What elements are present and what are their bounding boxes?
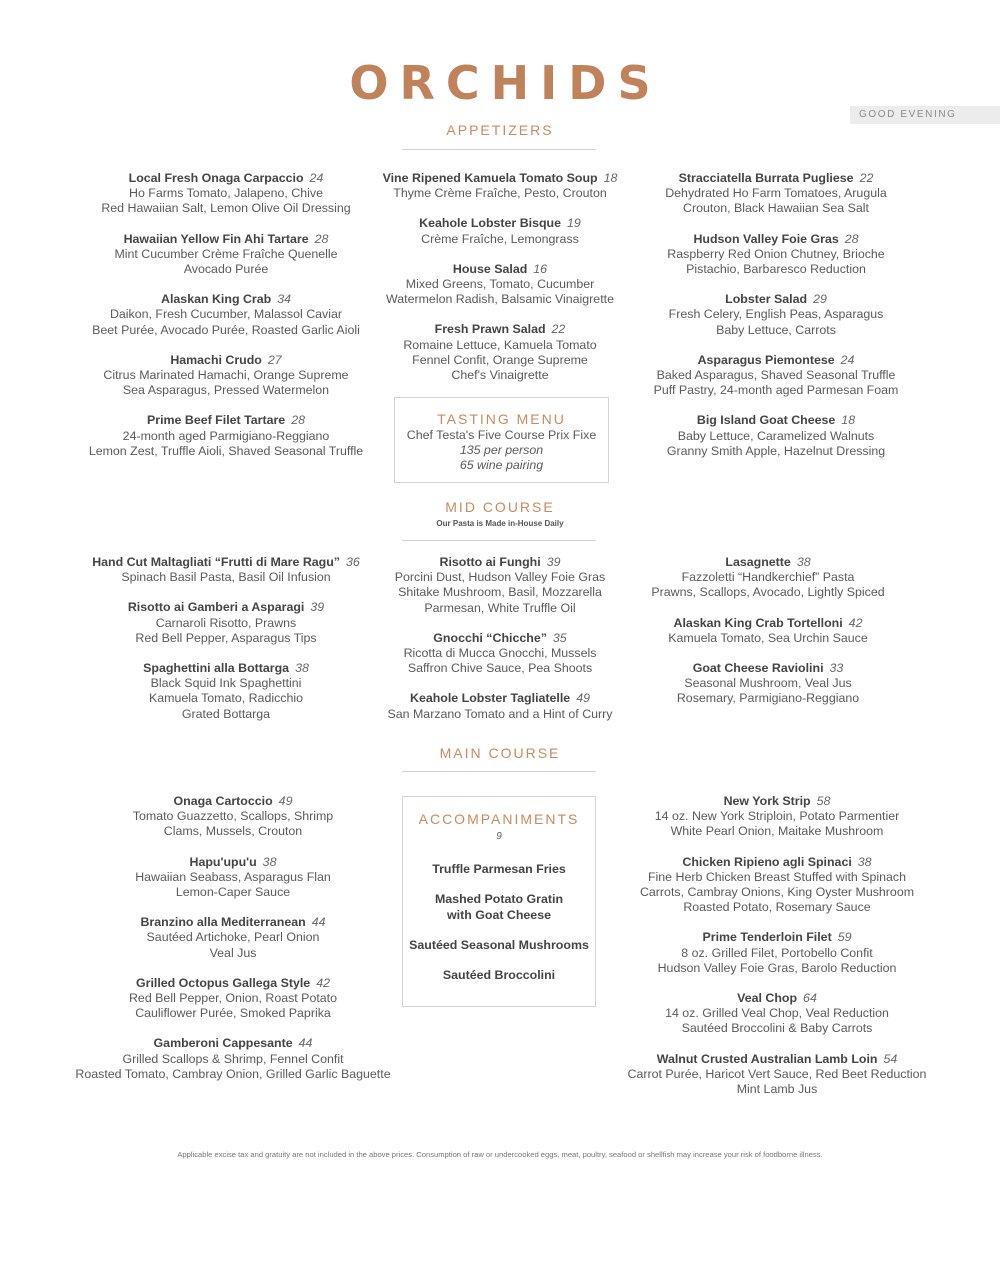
menu-item-description: Grated Bottarga [181,706,271,721]
menu-item-heading [630,353,922,368]
menu-item-description: Lemon Zest, Truffle Aioli, Shaved Seasonal Truffle [88,443,364,458]
menu-item-name: Gamberoni Cappesante [153,1036,293,1051]
menu-item [362,216,638,246]
menu-item-heading [60,661,392,676]
menu-item [60,353,392,399]
menu-item-heading [60,171,392,186]
menu-item-description: 14 oz. New York Striploin, Potato Parmentier [654,809,900,824]
menu-item-heading [60,794,406,809]
menu-item-description: Beet Purée, Avocado Purée, Roasted Garlic Aioli [92,322,360,337]
mid-course-column-left [60,555,392,737]
menu-item-price: 33 [829,661,844,676]
menu-item-description: Veal Jus [209,945,257,960]
menu-item-name: Gnocchi “Chicche” [433,630,547,645]
menu-item-description: Shitake Mushroom, Basil, Mozzarella [398,585,602,600]
menu-item-heading [60,915,406,930]
menu-item [60,1036,406,1082]
menu-item-price: 64 [803,991,817,1006]
menu-item [630,616,906,646]
menu-item-price: 58 [816,794,831,808]
menu-item-name: Hapu'upu'u [189,854,257,869]
menu-item [362,691,638,721]
menu-item-description: Carrots, Cambray Onions, King Oyster Mushroom [639,885,915,900]
menu-item [610,1052,944,1098]
mid-course-divider [402,540,596,541]
menu-item-description: Thyme Crème Fraîche, Pesto, Crouton [393,186,607,201]
menu-item [60,976,406,1022]
legal-disclaimer: Applicable excise tax and gratuity are not included in the above prices. Consumption of raw or undercooked eggs, meat, poultry, seafood or shellfish may increase your risk of foodborne illness. [177,1150,823,1159]
menu-item [630,292,922,338]
menu-item-description: Hawaiian Seabass, Asparagus Flan [135,869,331,884]
menu-item-description: Ho Farms Tomato, Jalapeno, Chive [129,186,323,201]
menu-item-price: 29 [813,292,827,307]
menu-item-description: Parmesan, White Truffle Oil [424,600,576,615]
menu-item-description: Kamuela Tomato, Radicchio [148,691,304,706]
menu-item-price: 49 [278,794,293,808]
menu-item-description: Lemon-Caper Sauce [175,885,291,900]
menu-item [60,292,392,338]
menu-item-name: Chicken Ripieno agli Spinaci [682,854,852,869]
menu-item-description: Grilled Scallops & Shrimp, Fennel Confit [122,1051,344,1066]
greeting-badge: GOOD EVENING [850,106,1000,124]
tasting-menu-title: TASTING MENU [437,411,566,427]
menu-item-heading [630,292,922,307]
accompaniment-item: with Goat Cheese [447,907,551,922]
menu-item-name: Spaghettini alla Bottarga [143,661,290,676]
menu-item-price: 38 [262,854,277,869]
restaurant-logo: ORCHIDS [349,56,662,110]
menu-item-heading [60,292,392,307]
menu-item-price: 24 [309,171,324,185]
menu-item [610,930,944,976]
menu-item-description: Black Squid Ink Spaghettini [150,676,302,691]
accompaniments-title: ACCOMPANIMENTS [418,811,580,827]
menu-item-name: Asparagus Piemontese [697,352,835,367]
menu-item [60,855,406,901]
menu-item-description: Fazzoletti “Handkerchief” Pasta [681,570,855,585]
menu-item-price: 24 [840,352,855,367]
menu-item-description: Rosemary, Parmigiano-Reggiano [676,691,860,706]
menu-item-name: Goat Cheese Raviolini [692,661,824,676]
menu-item-heading [362,216,638,231]
menu-item-price: 28 [844,231,859,246]
menu-item [610,794,944,840]
menu-item [60,794,406,840]
menu-item-description: Porcini Dust, Hudson Valley Foie Gras [394,570,606,585]
menu-item-price: 34 [277,292,291,307]
menu-item-heading [60,976,406,991]
menu-item-price: 22 [551,322,566,337]
menu-item-description: 8 oz. Grilled Filet, Portobello Confit [681,945,873,960]
menu-item-heading [630,616,906,631]
menu-item-name: Walnut Crusted Australian Lamb Loin [656,1051,878,1066]
menu-item-heading [362,631,638,646]
menu-item [60,600,392,646]
menu-item-price: 19 [567,216,581,231]
menu-item [362,555,638,616]
menu-item [362,631,638,677]
menu-item-description: Roasted Tomato, Cambray Onion, Grilled Garlic Baguette [75,1066,391,1081]
menu-item-description: Puff Pastry, 24-month aged Parmesan Foam [653,383,899,398]
appetizers-divider [402,149,596,150]
menu-item-description: Clams, Mussels, Crouton [163,824,303,839]
menu-item-price: 39 [310,600,325,615]
menu-item-price: 18 [841,413,856,428]
menu-item [60,661,392,722]
menu-item-heading [630,171,922,186]
menu-item-heading [60,1036,406,1051]
menu-item-description: Mint Cucumber Crème Fraîche Quenelle [114,246,338,261]
menu-item-heading [630,413,922,428]
menu-item-heading [362,322,638,337]
menu-item-description: Mint Lamb Jus [736,1082,818,1097]
tasting-menu-price: 135 per person [459,443,544,458]
menu-item-price: 42 [316,975,330,990]
menu-item [630,413,922,459]
menu-item-description: Chef's Vinaigrette [451,368,549,383]
menu-item-name: Hawaiian Yellow Fin Ahi Tartare [123,231,309,246]
menu-item-description: Fresh Celery, English Peas, Asparagus [668,307,884,322]
menu-item-description: Baby Lettuce, Carrots [716,322,836,337]
menu-item-name: Branzino alla Mediterranean [140,915,306,930]
menu-item [60,232,392,278]
menu-item-description: San Marzano Tomato and a Hint of Curry [387,706,613,721]
menu-item [60,413,392,459]
menu-item-name: Prime Tenderloin Filet [702,930,832,945]
menu-item-name: Grilled Octopus Gallega Style [135,975,311,990]
menu-item-price: 38 [295,661,309,676]
menu-item-name: Keahole Lobster Tagliatelle [410,691,571,706]
menu-item-description: Raspberry Red Onion Chutney, Brioche [667,246,885,261]
menu-item-price: 38 [796,555,811,569]
menu-item-description: Spinach Basil Pasta, Basil Oil Infusion [121,570,331,585]
appetizers-column-right [630,171,922,474]
menu-item-price: 18 [603,171,618,185]
menu-item-description: Prawns, Scallops, Avocado, Lightly Spiced [651,585,885,600]
menu-item-description: Daikon, Fresh Cucumber, Malassol Caviar [109,307,343,322]
menu-item-name: Risotto ai Funghi [439,555,541,569]
mid-course-pasta-note: Our Pasta is Made in-House Daily [436,519,564,528]
menu-item-heading [362,691,638,706]
menu-item-name: Prime Beef Filet Tartare [147,413,286,428]
menu-item-description: Granny Smith Apple, Hazelnut Dressing [666,443,886,458]
menu-item-heading [610,991,944,1006]
menu-item [610,991,944,1037]
menu-item-name: New York Strip [723,794,811,808]
menu-item [60,171,392,217]
menu-item-name: Veal Chop [737,991,798,1006]
accompaniment-item: Sautéed Broccolini [442,968,556,983]
menu-item-description: Fennel Confit, Orange Supreme [412,352,588,367]
mid-course-column-center [362,555,638,737]
tasting-menu-description: Chef Testa's Five Course Prix Fixe [406,428,597,442]
menu-item-heading [630,232,922,247]
menu-item-price: 54 [883,1051,898,1066]
menu-item-description: Pistachio, Barbaresco Reduction [686,262,866,277]
menu-item-price: 59 [837,930,852,945]
menu-item-heading [60,232,392,247]
menu-item-heading [362,262,638,277]
menu-item-price: 22 [859,171,874,185]
main-course-column-right [610,794,944,1112]
menu-item-price: 28 [291,413,305,428]
menu-item [610,855,944,916]
appetizers-heading: APPETIZERS [446,122,554,138]
menu-item-description: Romaine Lettuce, Kamuela Tomato [403,337,597,352]
main-course-heading: MAIN COURSE [439,745,561,761]
menu-item-description: Dehydrated Ho Farm Tomatoes, Arugula [665,186,887,201]
main-course-column-left [60,794,406,1097]
menu-item-name: Vine Ripened Kamuela Tomato Soup [382,171,598,185]
menu-item-description: Kamuela Tomato, Sea Urchin Sauce [668,630,868,645]
menu-item-name: Onaga Cartoccio [173,794,273,808]
menu-item-name: Keahole Lobster Bisque [419,216,562,231]
menu-item-description: Ricotta di Mucca Gnocchi, Mussels [403,646,597,661]
menu-item-price: 28 [314,231,329,246]
tasting-menu-wine-pairing: 65 wine pairing [459,458,544,473]
menu-item-price: 49 [576,691,590,706]
menu-item-description: Avocado Purée [183,262,269,277]
menu-item [362,262,638,308]
accompaniments-price: 9 [496,831,502,842]
menu-item-price: 35 [552,630,567,645]
menu-item-heading [60,555,392,570]
accompaniment-item: Sautéed Seasonal Mushrooms [409,937,589,952]
menu-item [630,661,906,707]
menu-item-name: Local Fresh Onaga Carpaccio [128,171,304,185]
menu-item-description: Cauliflower Purée, Smoked Paprika [135,1006,331,1021]
mid-course-heading: MID COURSE [445,499,555,515]
menu-item-heading [630,661,906,676]
accompaniment-item: Mashed Potato Gratin [434,892,564,907]
menu-item [630,232,922,278]
menu-item-description: Sautéed Artichoke, Pearl Onion [146,930,320,945]
menu-item-description: White Pearl Onion, Maitake Mushroom [670,824,884,839]
menu-item-description: Red Bell Pepper, Onion, Roast Potato [128,991,337,1006]
menu-item-heading [630,555,906,570]
menu-item [630,171,922,217]
main-course-divider [402,771,596,772]
menu-item [630,353,922,399]
menu-item-description: Sautéed Broccolini & Baby Carrots [681,1021,873,1036]
menu-item-price: 42 [848,615,863,630]
menu-item-name: Hand Cut Maltagliati “Frutti di Mare Ragu” [92,555,341,569]
menu-item-price: 16 [533,261,548,276]
menu-item-description: Crème Fraîche, Lemongrass [421,231,579,246]
menu-item-description: Roasted Potato, Rosemary Sauce [683,900,871,915]
menu-item-description: Carrot Purée, Haricot Vert Sauce, Red Beet Reduction [627,1066,927,1081]
menu-item-description: Sea Asparagus, Pressed Watermelon [122,383,330,398]
menu-item-heading [610,855,944,870]
menu-item-heading [60,855,406,870]
menu-item-heading [610,1052,944,1067]
mid-course-column-right [630,555,906,722]
menu-item-description: Carnaroli Risotto, Prawns [155,615,297,630]
menu-item-description: Baby Lettuce, Caramelized Walnuts [677,428,875,443]
menu-item [60,915,406,961]
menu-item-description: 14 oz. Grilled Veal Chop, Veal Reduction [665,1006,889,1021]
menu-item-price: 27 [267,352,282,367]
menu-item-name: Alaskan King Crab [161,292,272,307]
menu-item-description: Red Bell Pepper, Asparagus Tips [135,630,317,645]
menu-item [362,171,638,201]
menu-item-heading [362,555,638,570]
menu-item-name: Lasagnette [725,555,791,569]
accompaniment-item: Truffle Parmesan Fries [432,862,566,877]
menu-item-name: Stracciatella Burrata Pugliese [678,171,854,185]
tasting-menu-box [394,397,609,483]
menu-item-name: Hudson Valley Foie Gras [693,231,839,246]
appetizers-column-center [362,171,638,398]
menu-item-name: House Salad [452,261,528,276]
menu-item [630,555,906,601]
menu-item-description: Seasonal Mushroom, Veal Jus [684,676,852,691]
menu-item-description: Fine Herb Chicken Breast Stuffed with Spinach [647,869,907,884]
menu-item-description: Hudson Valley Foie Gras, Barolo Reduction [657,960,897,975]
menu-item-description: Red Hawaiian Salt, Lemon Olive Oil Dressing [101,201,351,216]
menu-item-description: Citrus Marinated Hamachi, Orange Supreme [103,368,349,383]
menu-item-name: Lobster Salad [725,292,808,307]
menu-item-name: Hamachi Crudo [170,352,262,367]
menu-item [60,555,392,585]
menu-item-description: Watermelon Radish, Balsamic Vinaigrette [386,292,614,307]
menu-item-price: 44 [311,915,326,930]
menu-item-description: Tomato Guazzetto, Scallops, Shrimp [132,809,334,824]
menu-item-heading [60,353,392,368]
menu-item-description: Mixed Greens, Tomato, Cucumber [405,277,595,292]
menu-item-heading [610,794,944,809]
menu-item-heading [362,171,638,186]
appetizers-column-left [60,171,392,474]
menu-item-name: Fresh Prawn Salad [434,322,546,337]
menu-item-name: Alaskan King Crab Tortelloni [673,615,843,630]
menu-item-price: 44 [298,1036,313,1051]
menu-item-name: Big Island Goat Cheese [696,413,836,428]
menu-item-price: 38 [857,854,872,869]
menu-item-heading [60,413,392,428]
menu-item-description: Saffron Chive Sauce, Pea Shoots [407,661,593,676]
menu-item-description: Crouton, Black Hawaiian Sea Salt [683,201,869,216]
menu-item [362,322,638,383]
menu-item-name: Risotto ai Gamberi a Asparagi [127,600,305,615]
menu-item-heading [60,600,392,615]
menu-item-heading [610,930,944,945]
menu-item-price: 36 [346,555,360,569]
menu-item-description: Baked Asparagus, Shaved Seasonal Truffle [656,368,896,383]
menu-item-price: 39 [546,555,561,569]
accompaniments-box [402,796,596,1007]
menu-item-description: 24-month aged Parmigiano-Reggiano [122,428,330,443]
